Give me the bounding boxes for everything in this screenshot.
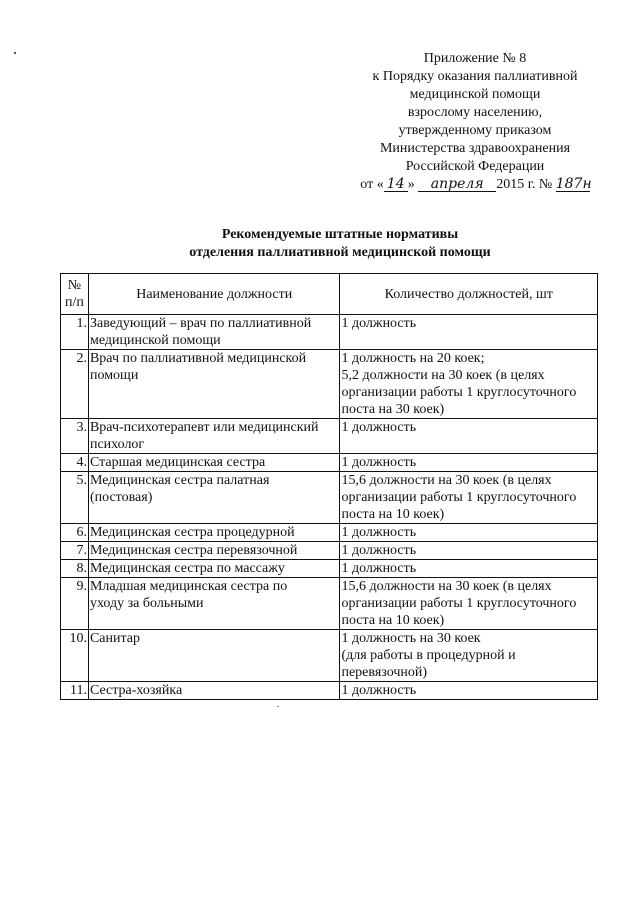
- quantity-line: 1 должность: [341, 561, 417, 576]
- order-date-line: [330, 176, 620, 194]
- quantity-line: 1 должность: [341, 316, 417, 331]
- appendix-line: к Порядку оказания паллиативной: [372, 69, 578, 84]
- table-row: [61, 578, 598, 630]
- position-line: Медицинская сестра процедурной: [89, 525, 295, 540]
- quantity-line: перевязочной): [341, 665, 428, 680]
- table-row: [61, 542, 598, 560]
- handwritten-month: апреля: [418, 178, 496, 192]
- position-line: помощи: [89, 368, 139, 383]
- scan-speck: [14, 52, 16, 54]
- row-number: 10.: [61, 630, 89, 682]
- appendix-line: Приложение № 8: [423, 51, 527, 66]
- quantity-line: 1 должность на 30 коек: [341, 631, 481, 646]
- position-name: [88, 578, 340, 630]
- table-row: [61, 315, 598, 350]
- position-name: [88, 542, 340, 560]
- position-quantity: [340, 630, 598, 682]
- table-row: [61, 350, 598, 419]
- document-title: [60, 226, 620, 262]
- position-quantity: [340, 419, 598, 454]
- row-number: 1.: [61, 315, 89, 350]
- position-line: Сестра-хозяйка: [89, 683, 183, 698]
- row-number: 6.: [61, 524, 89, 542]
- position-line: Врач по паллиативной медицинской: [89, 351, 307, 366]
- quantity-line: 1 должность: [341, 543, 417, 558]
- position-name: [88, 682, 340, 700]
- position-line: психолог: [89, 437, 145, 452]
- position-name: [88, 472, 340, 524]
- quantity-line: 15,6 должности на 30 коек (в целях: [341, 473, 552, 488]
- position-quantity: [340, 524, 598, 542]
- row-number: 9.: [61, 578, 89, 630]
- position-name: [88, 315, 340, 350]
- table-row: [61, 630, 598, 682]
- quantity-line: 1 должность: [341, 683, 417, 698]
- position-line: Медицинская сестра палатная: [89, 473, 270, 488]
- title-line-1: Рекомендуемые штатные нормативы: [221, 227, 459, 242]
- quantity-line: 15,6 должности на 30 коек (в целях: [341, 579, 552, 594]
- table-row: [61, 472, 598, 524]
- position-line: медицинской помощи: [89, 333, 221, 348]
- quantity-line: поста на 30 коек): [341, 402, 445, 417]
- quantity-line: (для работы в процедурной и: [341, 648, 516, 663]
- position-line: Медицинская сестра по массажу: [89, 561, 285, 576]
- date-year: 2015 г. №: [496, 177, 553, 192]
- appendix-header: [330, 50, 620, 194]
- scan-speck: [277, 706, 279, 707]
- row-number: 2.: [61, 350, 89, 419]
- position-quantity: [340, 578, 598, 630]
- handwritten-order-number: 187н: [555, 176, 592, 192]
- header-number: № п/п: [61, 274, 89, 315]
- table-row: [61, 682, 598, 700]
- position-name: [88, 350, 340, 419]
- position-line: Старшая медицинская сестра: [89, 455, 266, 470]
- position-quantity: [340, 350, 598, 419]
- date-mid: »: [407, 177, 415, 192]
- quantity-line: поста на 10 коек): [341, 613, 445, 628]
- position-name: [88, 419, 340, 454]
- position-quantity: [340, 682, 598, 700]
- table-body: [61, 315, 598, 700]
- quantity-line: поста на 10 коек): [341, 507, 445, 522]
- quantity-line: организации работы 1 круглосуточного: [341, 490, 577, 505]
- table-header-row: [61, 274, 598, 315]
- position-line: Заведующий – врач по паллиативной: [89, 316, 312, 331]
- row-number: 3.: [61, 419, 89, 454]
- table-row: [61, 419, 598, 454]
- position-line: Медицинская сестра перевязочной: [89, 543, 298, 558]
- quantity-line: организации работы 1 круглосуточного: [341, 385, 577, 400]
- position-quantity: [340, 560, 598, 578]
- position-line: Врач-психотерапевт или медицинский: [89, 420, 319, 435]
- quantity-line: 1 должность: [341, 420, 417, 435]
- position-quantity: [340, 472, 598, 524]
- quantity-line: 5,2 должности на 30 коек (в целях: [341, 368, 545, 383]
- staffing-table: [60, 273, 598, 700]
- header-quantity: Количество должностей, шт: [340, 274, 598, 315]
- position-name: [88, 524, 340, 542]
- appendix-line: Министерства здравоохранения: [379, 141, 571, 156]
- position-name: [88, 454, 340, 472]
- quantity-line: 1 должность: [341, 525, 417, 540]
- position-name: [88, 560, 340, 578]
- position-line: уходу за больными: [89, 596, 204, 611]
- quantity-line: 1 должность: [341, 455, 417, 470]
- handwritten-day: 14: [384, 178, 408, 192]
- row-number: 5.: [61, 472, 89, 524]
- position-name: [88, 630, 340, 682]
- position-line: (постовая): [89, 490, 153, 505]
- position-line: Младшая медицинская сестра по: [89, 579, 288, 594]
- row-number: 8.: [61, 560, 89, 578]
- row-number: 7.: [61, 542, 89, 560]
- header-position: Наименование должности: [88, 274, 340, 315]
- table-row: [61, 454, 598, 472]
- position-line: Санитар: [89, 631, 141, 646]
- quantity-line: организации работы 1 круглосуточного: [341, 596, 577, 611]
- title-line-2: отделения паллиативной медицинской помощи: [189, 245, 491, 260]
- position-quantity: [340, 542, 598, 560]
- appendix-line: Российской Федерации: [405, 159, 545, 174]
- appendix-line: утвержденному приказом: [398, 123, 552, 138]
- table-row: [61, 524, 598, 542]
- quantity-line: 1 должность на 20 коек;: [341, 351, 485, 366]
- date-prefix: от «: [360, 177, 384, 192]
- table-row: [61, 560, 598, 578]
- position-quantity: [340, 454, 598, 472]
- position-quantity: [340, 315, 598, 350]
- appendix-line: взрослому населению,: [407, 105, 543, 120]
- row-number: 11.: [61, 682, 89, 700]
- row-number: 4.: [61, 454, 89, 472]
- appendix-line: медицинской помощи: [409, 87, 541, 102]
